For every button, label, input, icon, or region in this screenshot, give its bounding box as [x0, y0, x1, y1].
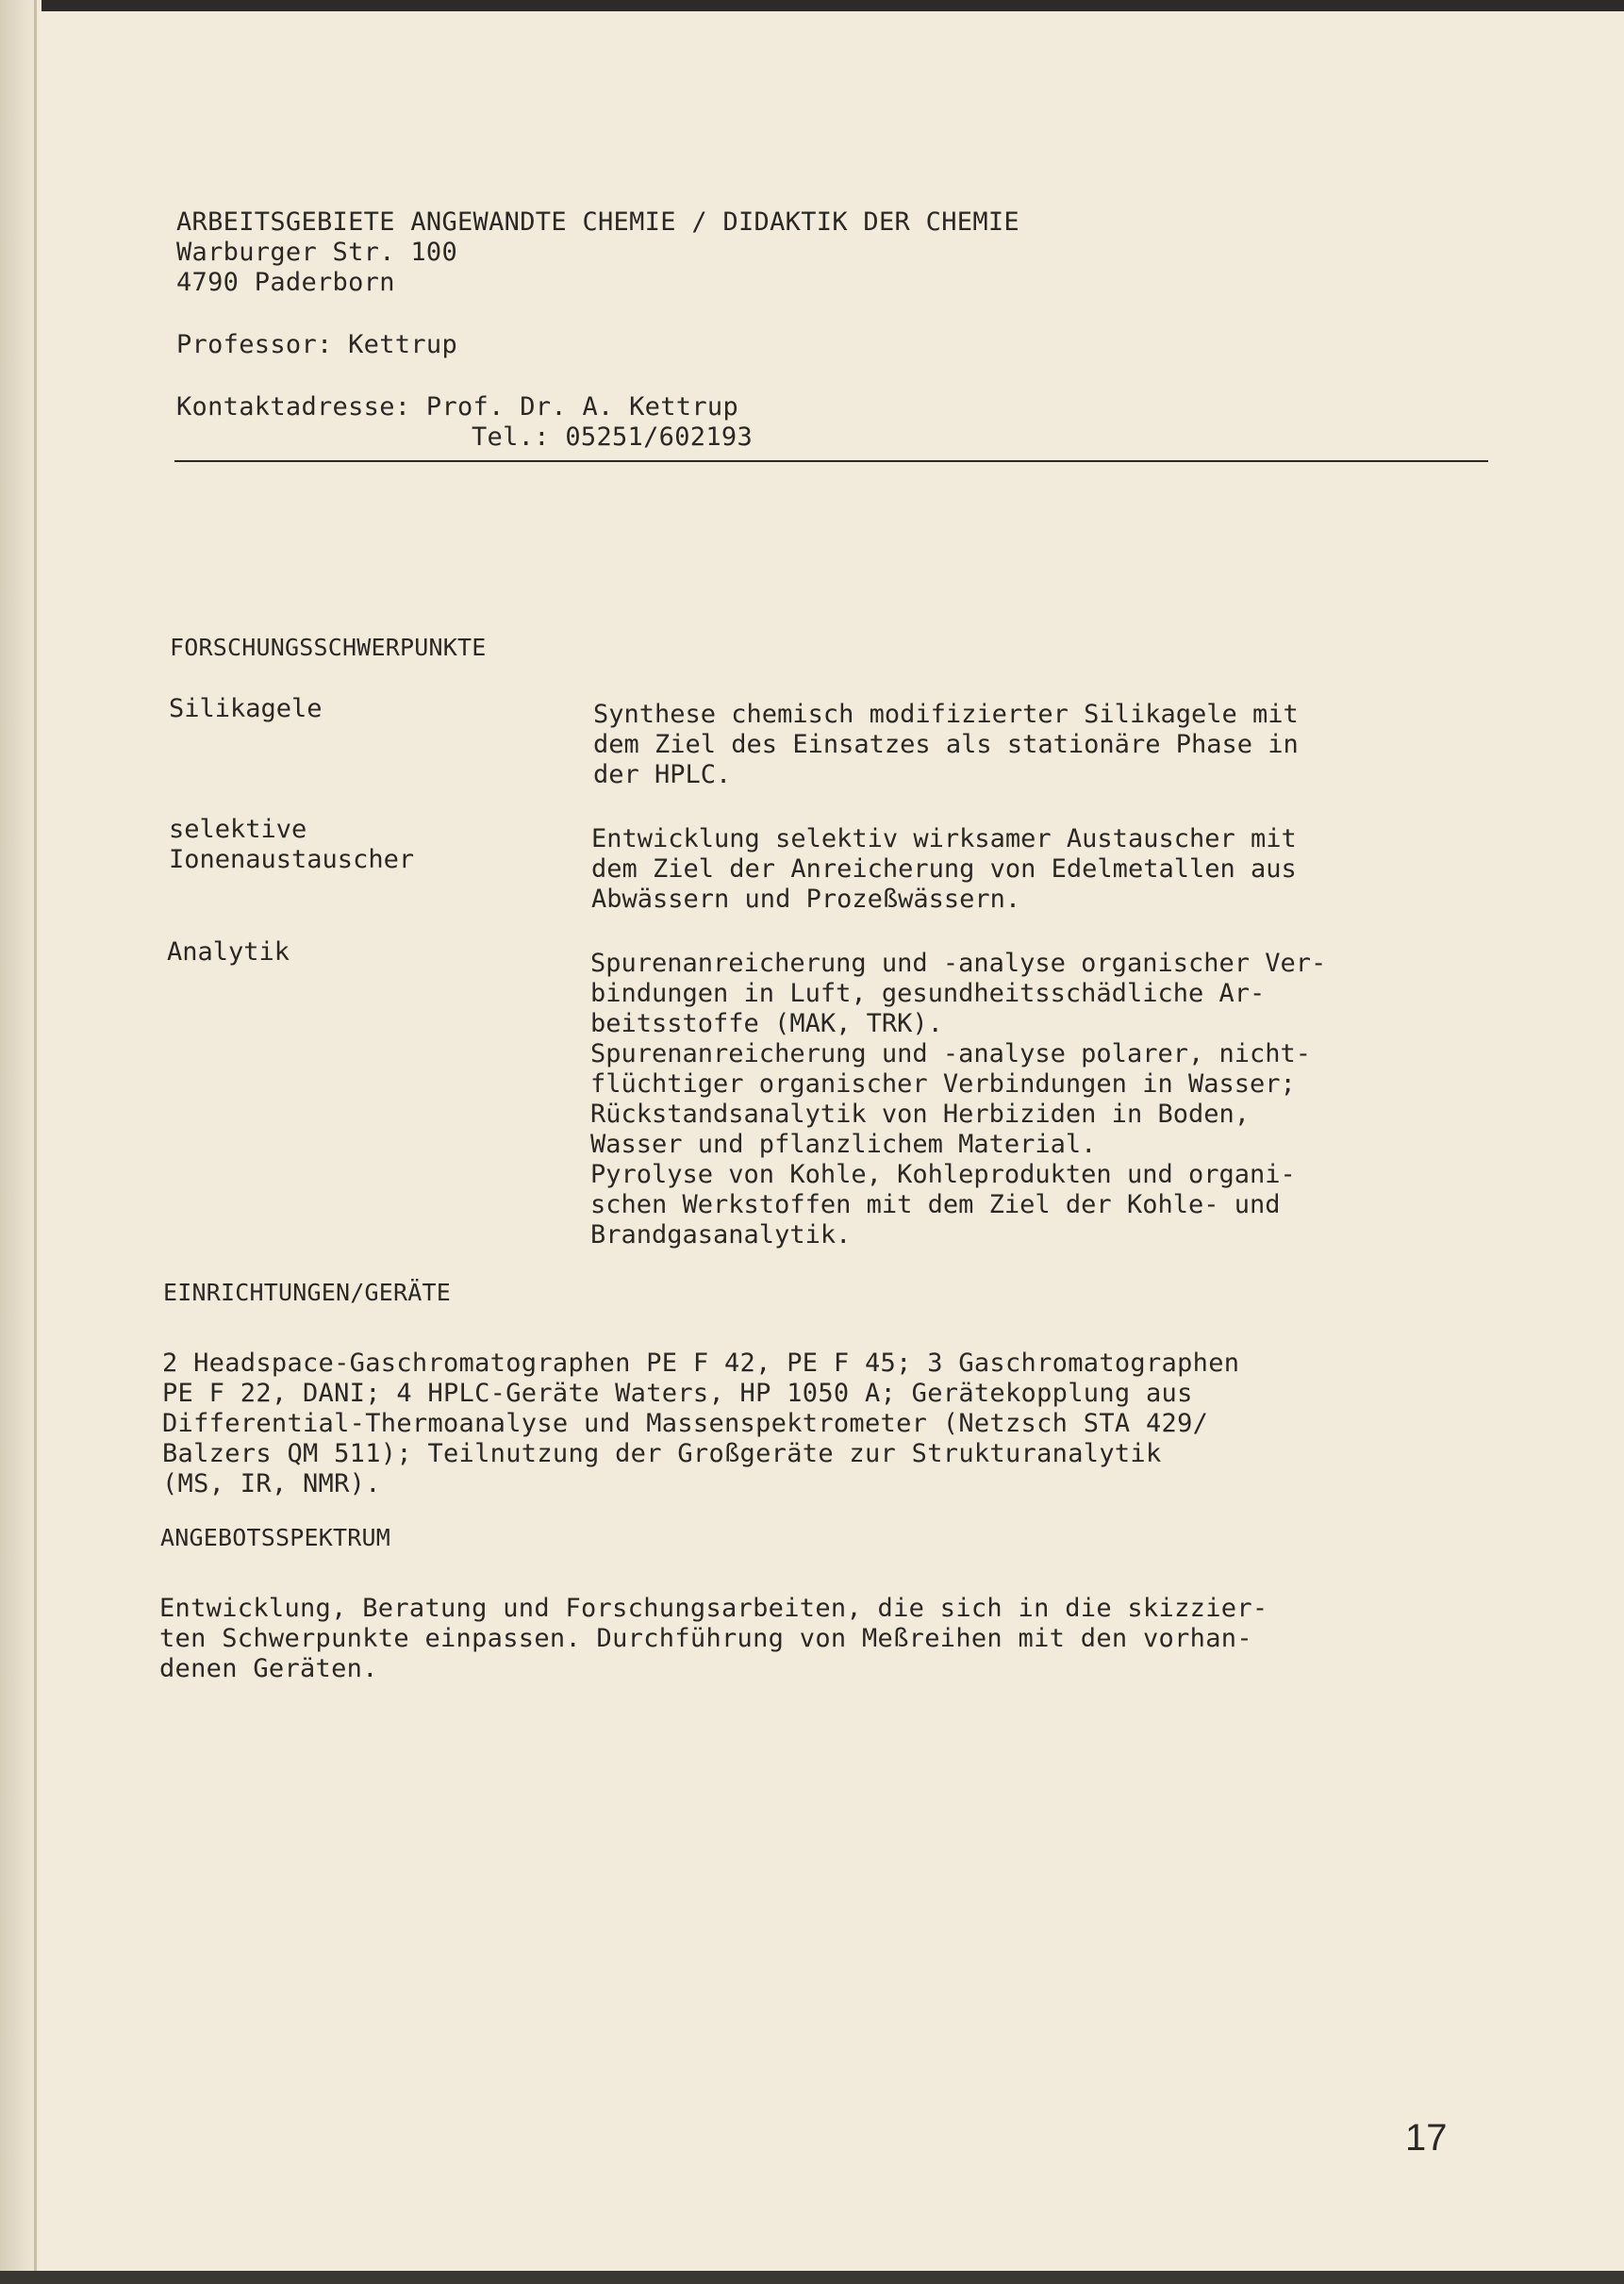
- city-address: 4790 Paderborn: [176, 268, 395, 297]
- term-ionenaustauscher: Ionenaustauscher: [169, 845, 415, 874]
- professor-line: Professor: Kettrup: [176, 330, 457, 359]
- phone-line: Tel.: 05251/602193: [472, 422, 753, 452]
- desc-analytik-line-4: Spurenanreicherung und -analyse polarer, nicht-: [590, 1039, 1312, 1068]
- desc-ionen-line-1: Entwicklung selektiv wirksamer Austauscher mit: [591, 824, 1297, 853]
- offer-line-1: Entwicklung, Beratung und Forschungsarbeiten, die sich in die skizzier-: [159, 1594, 1268, 1623]
- desc-silikagele-line-2: dem Ziel des Einsatzes als stationäre Phase in: [593, 730, 1299, 759]
- term-analytik: Analytik: [167, 937, 290, 967]
- desc-analytik-line-3: beitsstoffe (MAK, TRK).: [590, 1009, 943, 1038]
- desc-analytik-line-6: Rückstandsanalytik von Herbiziden in Boden,: [590, 1100, 1250, 1129]
- top-page-edge: [0, 0, 1624, 11]
- street-address: Warburger Str. 100: [176, 238, 457, 267]
- offer-heading: ANGEBOTSSPEKTRUM: [160, 1524, 391, 1551]
- desc-ionen-line-3: Abwässern und Prozeßwässern.: [591, 885, 1021, 914]
- desc-analytik-line-10: Brandgasanalytik.: [590, 1220, 852, 1250]
- bottom-page-edge: [0, 2271, 1624, 2284]
- desc-analytik-line-8: Pyrolyse von Kohle, Kohleprodukten und organi-: [590, 1160, 1296, 1189]
- page-number: 17: [1405, 2117, 1448, 2159]
- equipment-line-1: 2 Headspace-Gaschromatographen PE F 42, PE F 45; 3 Gaschromatographen: [162, 1349, 1240, 1378]
- binding-fold-line: [34, 0, 37, 2284]
- contact-line: Kontaktadresse: Prof. Dr. A. Kettrup: [176, 392, 738, 422]
- desc-analytik-line-1: Spurenanreicherung und -analyse organischer Ver-: [590, 949, 1327, 978]
- desc-analytik-line-7: Wasser und pflanzlichem Material.: [590, 1130, 1097, 1159]
- equipment-line-3: Differential-Thermoanalyse und Massenspektrometer (Netzsch STA 429/: [162, 1409, 1209, 1438]
- offer-line-2: ten Schwerpunkte einpassen. Durchführung von Meßreihen mit den vorhan-: [159, 1624, 1252, 1653]
- equipment-line-5: (MS, IR, NMR).: [162, 1469, 381, 1498]
- desc-ionen-line-2: dem Ziel der Anreicherung von Edelmetallen aus: [591, 854, 1297, 884]
- institute-title: ARBEITSGEBIETE ANGEWANDTE CHEMIE / DIDAKTIK DER CHEMIE: [176, 207, 1019, 237]
- desc-silikagele-line-1: Synthese chemisch modifizierter Silikagele mit: [593, 700, 1299, 729]
- equipment-line-4: Balzers QM 511); Teilnutzung der Großgeräte zur Strukturanalytik: [162, 1439, 1162, 1468]
- desc-analytik-line-5: flüchtiger organischer Verbindungen in Wasser;: [590, 1069, 1296, 1099]
- equipment-line-2: PE F 22, DANI; 4 HPLC-Geräte Waters, HP 1050 A; Gerätekopplung aus: [162, 1379, 1193, 1408]
- research-heading: FORSCHUNGSSCHWERPUNKTE: [170, 634, 487, 661]
- header-divider: [174, 460, 1488, 462]
- offer-line-3: denen Geräten.: [159, 1654, 378, 1683]
- equipment-heading: EINRICHTUNGEN/GERÄTE: [163, 1279, 452, 1306]
- desc-analytik-line-9: schen Werkstoffen mit dem Ziel der Kohle- und: [590, 1190, 1281, 1219]
- desc-silikagele-line-3: der HPLC.: [593, 760, 732, 789]
- term-silikagele: Silikagele: [169, 694, 323, 723]
- desc-analytik-line-2: bindungen in Luft, gesundheitsschädliche Ar-: [590, 979, 1266, 1008]
- term-selektive: selektive: [169, 815, 307, 844]
